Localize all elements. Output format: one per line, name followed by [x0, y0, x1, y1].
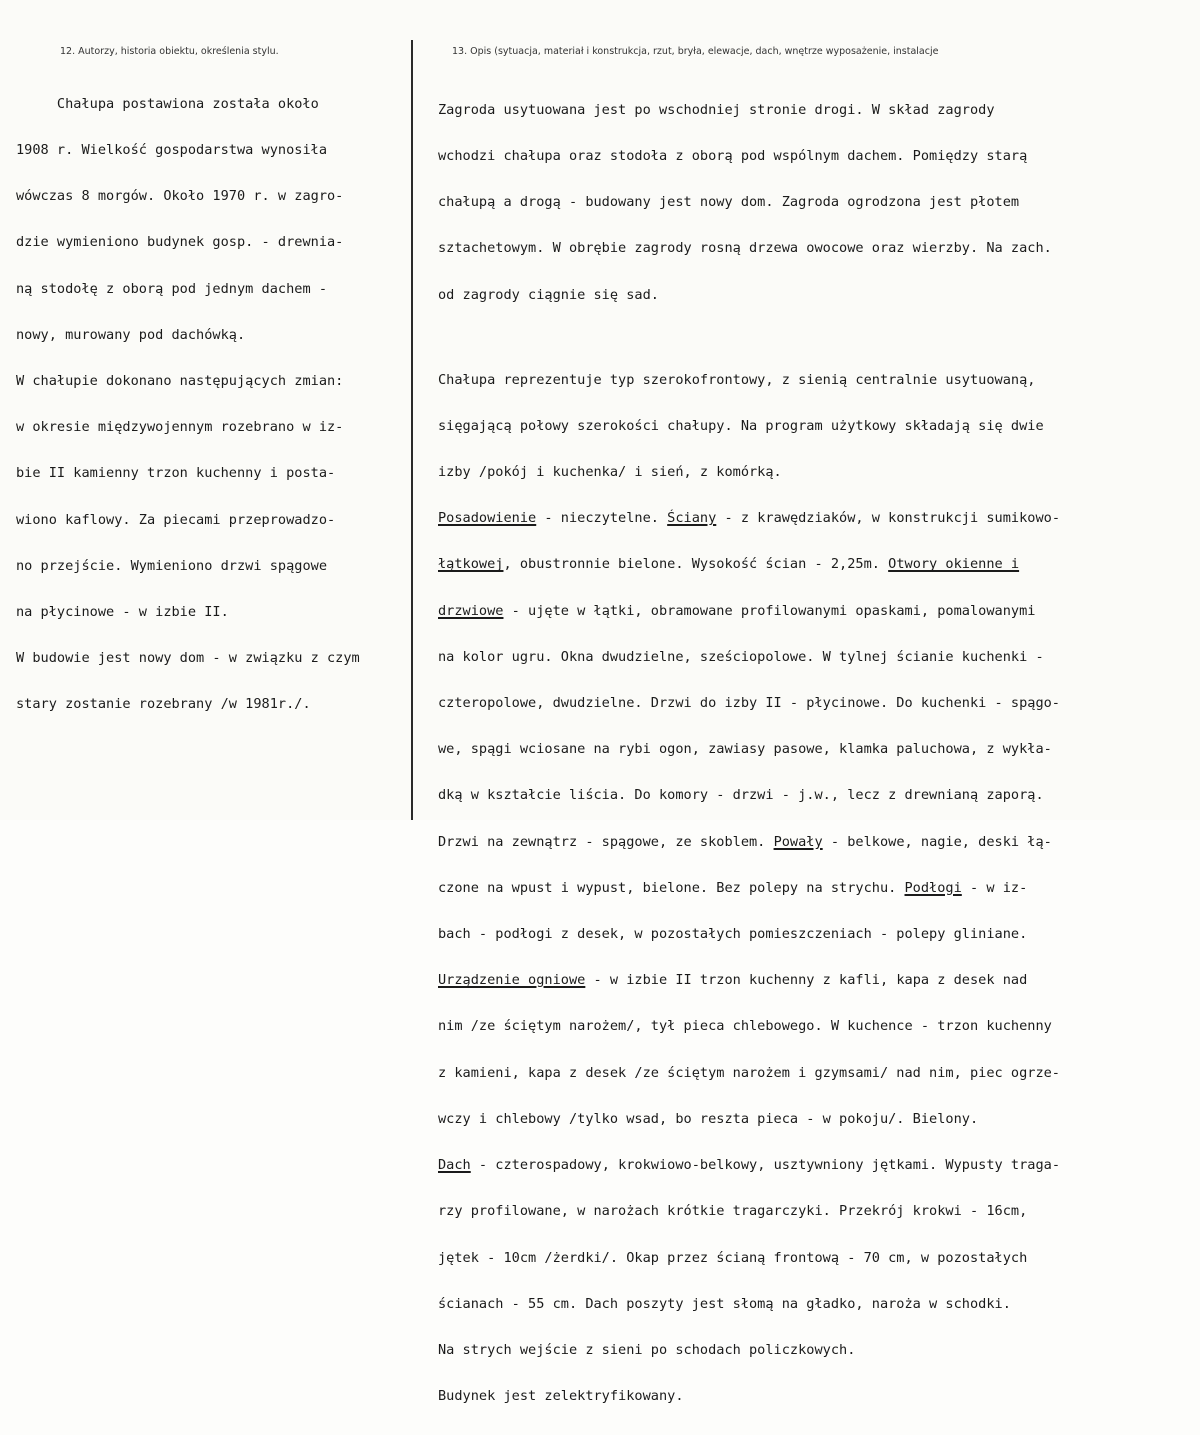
right-line: Chałupa reprezentuje typ szerokofrontowy, z sienią centralnie usytuowaną,	[438, 371, 1036, 388]
right-line	[438, 557, 1060, 572]
left-line: wówczas 8 morgów. Około 1970 r. w zagro-	[16, 188, 344, 205]
text-run: - w iz-	[961, 879, 1028, 896]
right-line	[438, 973, 1060, 988]
right-line	[438, 511, 1060, 526]
right-line: Na strych wejście z sieni po schodach policzkowych.	[438, 1341, 856, 1358]
left-line: nowy, murowany pod dachówką.	[16, 326, 246, 343]
right-line: wchodzi chałupa oraz stodoła z oborą pod wspólnym dachem. Pomiędzy starą	[438, 148, 1028, 165]
text-run: czone na wpust i wypust, bielone. Bez polepy na strychu.	[438, 879, 905, 896]
left-line: stary zostanie rozebrany /w 1981r./.	[16, 696, 311, 713]
left-line: no przejście. Wymieniono drzwi spągowe	[16, 557, 327, 574]
right-line: sięgającą połowy szerokości chałupy. Na program użytkowy składają się dwie	[438, 417, 1044, 434]
keyword-powaly: Powały	[773, 833, 823, 850]
right-line: chałupą a drogą - budowany jest nowy dom. Zagroda ogrodzona jest płotem	[438, 194, 1020, 211]
left-line: dzie wymieniono budynek gosp. - drewnia-	[16, 234, 344, 251]
keyword-sciany: Ściany	[667, 510, 717, 527]
text-run: - z krawędziaków, w konstrukcji sumikowo-	[716, 510, 1061, 527]
left-line: 1908 r. Wielkość gospodarstwa wynosiła	[16, 142, 327, 159]
right-line	[438, 835, 1060, 850]
text-run: - belkowe, nagie, deski łą-	[822, 833, 1052, 850]
right-line: wczy i chlebowy /tylko wsad, bo reszta pieca - w pokoju/. Bielony.	[438, 1110, 979, 1127]
right-line: sztachetowym. W obrębie zagrody rosną drzewa owocowe oraz wierzby. Na zach.	[438, 240, 1052, 257]
right-line	[438, 881, 1060, 896]
left-line: wiono kaflowy. Za piecami przeprowadzo-	[16, 511, 336, 528]
right-line: Budynek jest zelektryfikowany.	[438, 1388, 684, 1405]
keyword-latkowej: łątkowej	[438, 556, 504, 573]
right-line: Zagroda usytuowana jest po wschodniej stronie drogi. W skład zagrody	[438, 101, 995, 118]
right-line: bach - podłogi z desek, w pozostałych pomieszczeniach - polepy gliniane.	[438, 926, 1028, 943]
left-line: bie II kamienny trzon kuchenny i posta-	[16, 465, 336, 482]
text-run: Drzwi na zewnątrz - spągowe, ze skoblem.	[438, 833, 774, 850]
right-line: ścianach - 55 cm. Dach poszyty jest słomą na gładko, naroża w schodki.	[438, 1295, 1011, 1312]
column-divider	[411, 40, 413, 820]
right-line: z kamieni, kapa z desek /ze ściętym narożem i gzymsami/ nad nim, piec ogrze-	[438, 1064, 1060, 1081]
keyword-podlogi: Podłogi	[904, 879, 962, 896]
left-line: W chałupie dokonano następujących zmian:	[16, 373, 344, 390]
right-line: na kolor ugru. Okna dwudzielne, sześciopolowe. W tylnej ścianie kuchenki -	[438, 648, 1044, 665]
right-column-text	[438, 72, 1060, 1435]
text-run: - nieczytelne.	[536, 510, 668, 527]
right-line: dką w kształcie liścia. Do komory - drzwi - j.w., lecz z drewnianą zaporą.	[438, 787, 1044, 804]
right-line: od zagrody ciągnie się sad.	[438, 286, 659, 303]
right-line: jętek - 10cm /żerdki/. Okap przez ścianą frontową - 70 cm, w pozostałych	[438, 1249, 1028, 1266]
left-line: ną stodołę z oborą pod jednym dachem -	[16, 280, 327, 297]
keyword-urzadzenie-ogniowe: Urządzenie ogniowe	[438, 972, 586, 989]
section-12-header: 12. Autorzy, historia obiektu, określenia stylu.	[60, 46, 279, 57]
right-line	[438, 604, 1060, 619]
left-line: Chałupa postawiona została około	[16, 95, 319, 112]
keyword-drzwiowe: drzwiowe	[438, 602, 504, 619]
left-line: w okresie międzywojennym rozebrano w iz-	[16, 419, 344, 436]
keyword-posadowienie: Posadowienie	[438, 510, 537, 527]
keyword-dach: Dach	[438, 1157, 471, 1174]
left-column-text	[16, 66, 360, 744]
right-line	[438, 1158, 1060, 1173]
text-run: - czterospadowy, krokwiowo-belkowy, usztywniony jętkami. Wypusty traga-	[470, 1157, 1061, 1174]
text-run: - w izbie II trzon kuchenny z kafli, kapa z desek nad	[585, 972, 1028, 989]
keyword-otwory: Otwory okienne i	[888, 556, 1020, 573]
paragraph-gap	[438, 334, 1060, 342]
section-13-header: 13. Opis (sytuacja, materiał i konstrukcja, rzut, bryła, elewacje, dach, wnętrze wyposażenie, instalacje	[452, 46, 939, 57]
right-line: czteropolowe, dwudzielne. Drzwi do izby II - płycinowe. Do kuchenki - spągo-	[438, 695, 1060, 712]
left-line: na płycinowe - w izbie II.	[16, 604, 229, 621]
right-line: nim /ze ściętym narożem/, tył pieca chlebowego. W kuchence - trzon kuchenny	[438, 1018, 1052, 1035]
right-line: rzy profilowane, w narożach krótkie tragarczyki. Przekrój krokwi - 16cm,	[438, 1203, 1028, 1220]
left-line: W budowie jest nowy dom - w związku z czym	[16, 650, 360, 667]
text-run: , obustronnie bielone. Wysokość ścian - 2,25m.	[503, 556, 889, 573]
right-line: we, spągi wciosane na rybi ogon, zawiasy pasowe, klamka paluchowa, z wykła-	[438, 741, 1052, 758]
right-line: izby /pokój i kuchenka/ i sień, z komórką.	[438, 464, 782, 481]
text-run: - ujęte w łątki, obramowane profilowanymi opaskami, pomalowanymi	[503, 602, 1036, 619]
